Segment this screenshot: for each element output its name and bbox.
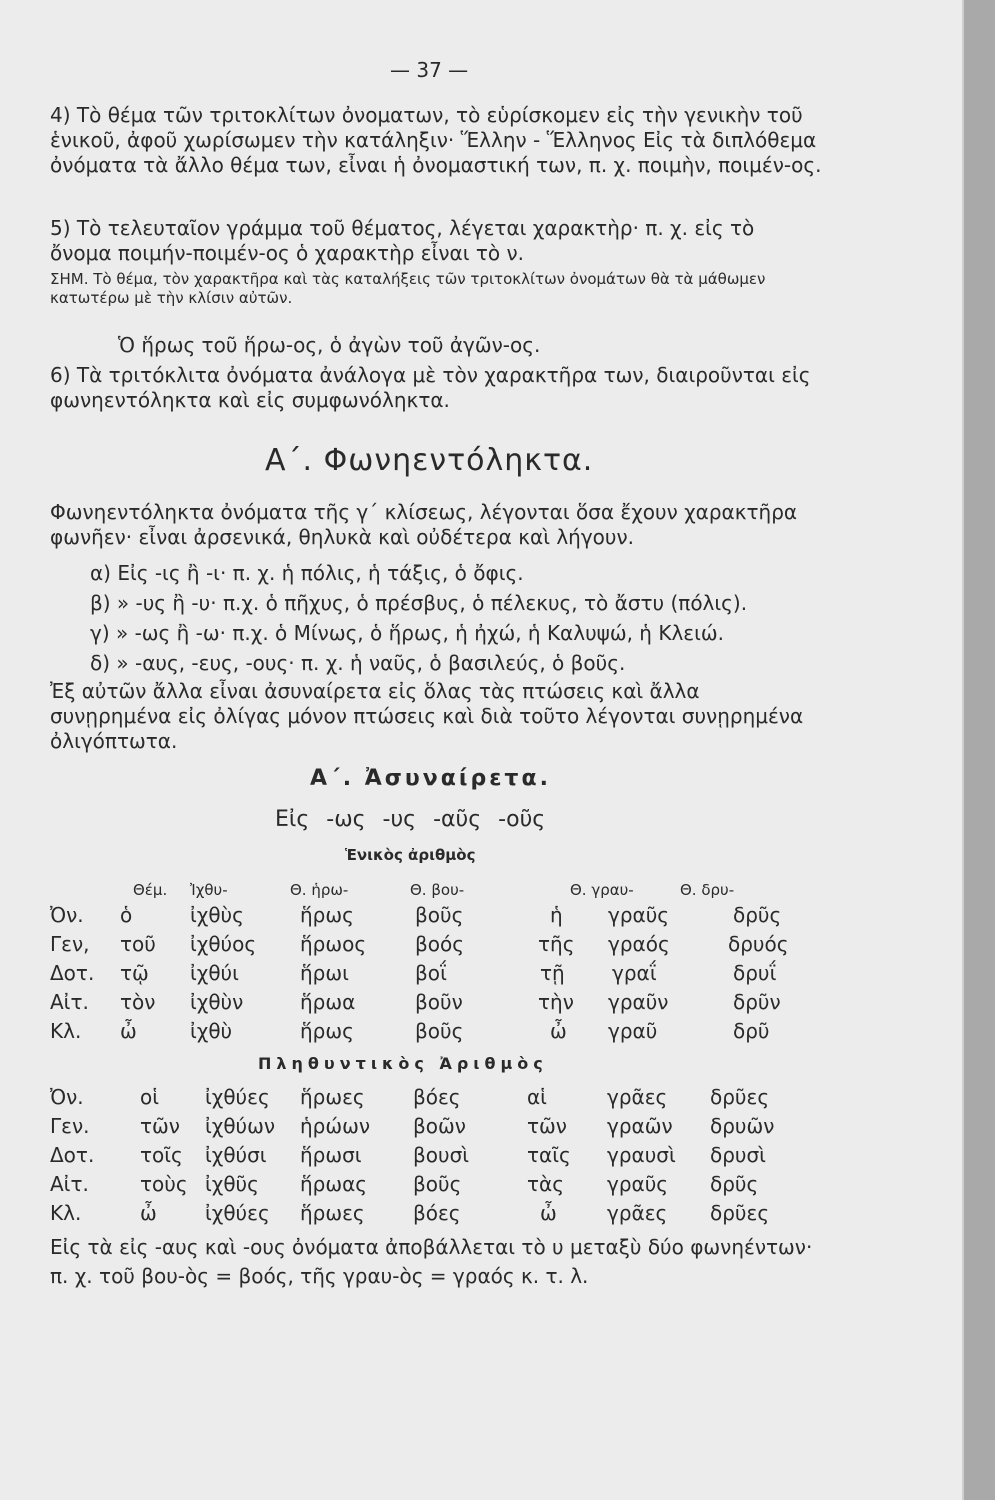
table-cell: ὦ [550, 1019, 567, 1043]
table-cell: ἥρως [300, 903, 354, 927]
ending-item-a: α) Εἰς -ις ἢ -ι· π. χ. ἡ πόλις, ἡ τάξις, ὁ ὄφις. [90, 561, 524, 585]
table-cell: ἥρωες [300, 1085, 365, 1109]
stem-label: Θ. γραυ- [570, 881, 634, 899]
table-cell: γραΐ [612, 961, 657, 985]
table-cell: ἥρωες [300, 1201, 365, 1225]
paragraph-character: 5) Τὸ τελευταῖον γράμμα τοῦ θέματος, λέγεται χαρακτὴρ· π. χ. εἰς τὸ ὄνομα ποιμήν-ποιμέν-ος ὁ χαρακτὴρ εἶναι τὸ ν. [50, 216, 755, 265]
table-cell: ἰχθύων [205, 1114, 276, 1138]
table-cell: Δοτ. [50, 1143, 95, 1167]
table-cell: ἰχθύες [205, 1201, 270, 1225]
table-cell: ὦ [140, 1201, 157, 1225]
table-cell: γραῦ [608, 1019, 658, 1043]
paragraph-division: 6) Τὰ τριτόκλιτα ὀνόματα ἀνάλογα μὲ τὸν χαρακτῆρα των, διαιροῦνται εἰς φωνηεντόληκτα καὶ εἰς συμφωνόληκτα. [50, 363, 811, 412]
table-cell: τοὺς [140, 1172, 188, 1196]
table-cell: γρᾶες [607, 1085, 668, 1109]
table-cell: ἥρωι [300, 961, 349, 985]
singular-label: Ἑνικὸς ἀριθμὸς [345, 846, 476, 864]
table-cell: γραῶν [607, 1114, 673, 1138]
table-cell: βοῦς [415, 903, 464, 927]
table-cell: Κλ. [50, 1201, 82, 1225]
table-cell: Ὀν. [50, 1085, 84, 1109]
table-cell: βόες [413, 1085, 461, 1109]
table-cell: Γεν. [50, 1114, 90, 1138]
table-cell: τὰς [527, 1172, 564, 1196]
table-cell: δρῦες [710, 1085, 770, 1109]
table-cell: Αἰτ. [50, 1172, 89, 1196]
table-cell: τῶν [140, 1114, 180, 1138]
table-cell: βοΐ [415, 961, 447, 985]
table-cell: δρῦες [710, 1201, 770, 1225]
table-cell: δρῦν [733, 990, 781, 1014]
table-cell: βοῦν [415, 990, 463, 1014]
paragraph-theme: 4) Τὸ θέμα τῶν τριτοκλίτων ὀνοματων, τὸ εὑρίσκομεν εἰς τὴν γενικὴν τοῦ ἑνικοῦ, ἀφοῦ χωρίσωμεν τὴν κατάληξιν· Ἕλλην - Ἕλληνος Εἰς τὰ διπλόθεμα ὀνόματα τὰ ἄλλο θέμα των, εἶναι ἡ ὀνομαστική των, π. χ. ποιμὴν, ποιμέν-ος. [50, 103, 822, 177]
table-cell: ὁ [120, 903, 133, 927]
table-cell: ὦ [120, 1019, 137, 1043]
table-cell: γραῦν [608, 990, 669, 1014]
stem-label: Ἰχθυ- [190, 881, 228, 899]
ending-item-c: γ) » -ως ἢ -ω· π.χ. ὁ Μίνως, ὁ ἥρως, ἡ ἠχώ, ἡ Καλυψώ, ἡ Κλειώ. [90, 621, 724, 645]
table-cell: Κλ. [50, 1019, 82, 1043]
table-cell: δρυΐ [733, 961, 777, 985]
page-edge [964, 0, 995, 1500]
table-cell: ἰχθύες [205, 1085, 270, 1109]
table-cell: βόες [413, 1201, 461, 1225]
table-cell: γραῦς [607, 1172, 669, 1196]
table-cell: δρῦς [733, 903, 782, 927]
table-cell: τὸν [120, 990, 156, 1014]
ending-item-d: δ) » -αυς, -ευς, -ους· π. χ. ἡ ναῦς, ὁ βασιλεύς, ὁ βοῦς. [90, 651, 626, 675]
table-cell: ἡρώων [300, 1114, 371, 1138]
stem-label: Θέμ. [133, 881, 168, 899]
table-cell: τοῦ [120, 932, 156, 956]
table-cell: βοός [415, 932, 464, 956]
table-cell: οἱ [140, 1085, 160, 1109]
table-cell: τοῖς [140, 1143, 183, 1167]
table-cell: γραός [608, 932, 670, 956]
table-cell: βοῦς [413, 1172, 462, 1196]
endings-line: Εἰς -ως -υς -αῦς -οῦς [275, 807, 546, 832]
page-number: — 37 — [390, 58, 469, 82]
table-cell: ἰχθὺς [190, 903, 244, 927]
stem-label: Θ. ἡρω- [290, 881, 349, 899]
table-cell: Γεν, [50, 932, 90, 956]
example-line: Ὁ ἥρως τοῦ ἥρω-ος, ὁ ἀγὼν τοῦ ἀγῶν-ος. [118, 333, 541, 357]
table-cell: γραῦς [608, 903, 670, 927]
table-cell: Δοτ. [50, 961, 95, 985]
table-cell: τῇ [540, 961, 565, 985]
section-paragraph: Φωνηεντόληκτα ὀνόματα τῆς γ΄ κλίσεως, λέγονται ὅσα ἔχουν χαρακτῆρα φωνῆεν· εἶναι ἀρσενικά, θηλυκὰ καὶ οὐδέτερα καὶ λήγουν. [50, 500, 798, 549]
table-cell: δρυσὶ [710, 1143, 766, 1167]
stem-label: Θ. δρυ- [680, 881, 735, 899]
section-heading: Α΄. Φωνηεντόληκτα. [265, 443, 594, 478]
table-cell: Ὀν. [50, 903, 84, 927]
table-cell: τῶν [527, 1114, 567, 1138]
table-cell: βοῦς [415, 1019, 464, 1043]
table-cell: βοῶν [413, 1114, 466, 1138]
table-cell: ἰχθὺν [190, 990, 244, 1014]
table-cell: γραυσὶ [607, 1143, 676, 1167]
table-cell: ἰχθῦς [205, 1172, 259, 1196]
stem-label: Θ. βου- [410, 881, 465, 899]
ending-item-b: β) » -υς ἢ -υ· π.χ. ὁ πῆχυς, ὁ πρέσβυς, ὁ πέλεκυς, τὸ ἄστυ (πόλις). [90, 591, 748, 615]
table-cell: δρῦ [733, 1019, 770, 1043]
table-cell: ἰχθύος [190, 932, 257, 956]
table-cell: ἰχθὺ [190, 1019, 233, 1043]
table-cell: ἰχθύσι [205, 1143, 267, 1167]
table-cell: δρῦς [710, 1172, 759, 1196]
table-cell: δρυός [728, 932, 789, 956]
subheading: Α΄. Ἀσυναίρετα. [310, 766, 551, 791]
table-cell: ἡ [550, 903, 563, 927]
table-cell: ἥρως [300, 1019, 354, 1043]
table-cell: ἥρωας [300, 1172, 368, 1196]
footer-paragraph: Εἰς τὰ εἰς -αυς καὶ -ους ὀνόματα ἀποβάλλεται τὸ υ μεταξὺ δύο φωνηέντων· π. χ. τοῦ βου-ὸς = βοός, τῆς γραυ-ὸς = γραός κ. τ. λ. [50, 1235, 813, 1288]
table-cell: δρυῶν [710, 1114, 775, 1138]
table-cell: αἱ [527, 1085, 547, 1109]
table-cell: ἥρωα [300, 990, 356, 1014]
table-cell: ταῖς [527, 1143, 571, 1167]
table-cell: ἥρωος [300, 932, 367, 956]
table-cell: Αἰτ. [50, 990, 89, 1014]
table-cell: ἰχθύι [190, 961, 239, 985]
table-cell: ἥρωσι [300, 1143, 362, 1167]
table-cell: τὴν [538, 990, 574, 1014]
table-cell: τῆς [538, 932, 575, 956]
table-cell: βουσὶ [413, 1143, 470, 1167]
table-cell: τῷ [120, 961, 149, 985]
plural-label: Πληθυντικὸς Ἀριθμὸς [258, 1054, 548, 1073]
table-cell: γρᾶες [607, 1201, 668, 1225]
note-paragraph: ΣΗΜ. Τὸ θέμα, τὸν χαρακτῆρα καὶ τὰς καταλήξεις τῶν τριτοκλίτων ὀνομάτων θὰ τὰ μάθωμεν κατωτέρω μὲ τὴν κλίσιν αὐτῶν. [50, 270, 766, 307]
table-cell: ὦ [540, 1201, 557, 1225]
contract-paragraph: Ἐξ αὐτῶν ἄλλα εἶναι ἀσυναίρετα εἰς ὅλας τὰς πτώσεις καὶ ἄλλα συνῃρημένα εἰς ὀλίγας μόνον πτώσεις καὶ διὰ τοῦτο λέγονται συνῃρημένα ὀλιγόπτωτα. [50, 679, 804, 753]
